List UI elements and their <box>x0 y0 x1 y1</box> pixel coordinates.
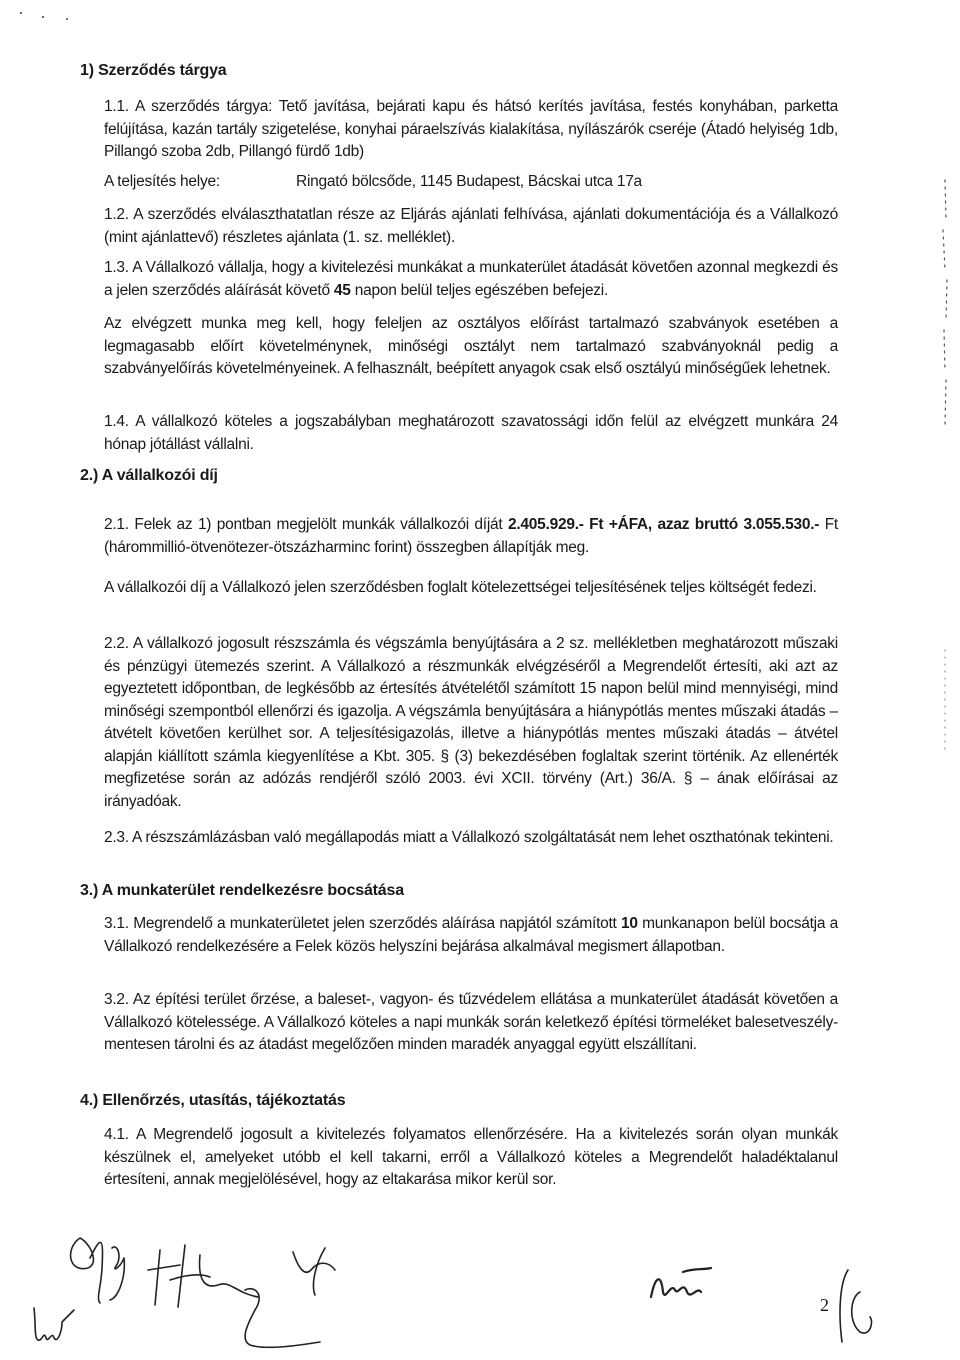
paragraph-2-1-text-c: Ft (hárommillió-ötvenötezer-ötszázharminc forint) összegben állapítják meg. <box>104 516 838 556</box>
scan-speck <box>42 16 44 18</box>
handover-days: 10 <box>621 915 638 932</box>
paragraph-4-1: 4.1. A Megrendelő jogosult a kivitelezés folyamatos ellenőrzésére. Ha a kivitelezés során olyan munkák készülnek el, amelyeket utóbb el kell takarni, erről a Vállalkozó köteles a Megrendelőt haladéktalanul értesíteni, annak megjelölésével, hogy az eltakarása mikor kerül sor. <box>104 1126 838 1188</box>
performance-place-row <box>104 173 642 191</box>
section-4-title: 4.) Ellenőrzés, utasítás, tájékoztatás <box>80 1092 346 1109</box>
handwritten-signature <box>225 1280 325 1360</box>
handwritten-initials <box>830 1262 890 1352</box>
handwritten-initials-signature <box>60 1228 150 1308</box>
performance-place-value: Ringató bölcsőde, 1145 Budapest, Bácskai utca 17a <box>296 173 642 190</box>
paragraph-1-3-text-a: 1.3. A Vállalkozó vállalja, hogy a kivitelezési munkákat a munkaterület átadását követően azonnal megkezdi és a jelen szerződés aláírását követő <box>104 259 838 299</box>
scan-edge-marks <box>935 180 955 430</box>
paragraph-3-1-text-c: munkanapon belül bocsátja a Vállalkozó rendelkezésére a Felek közös helyszíni bejárása alkalmával megismert állapotban. <box>104 915 838 955</box>
handwritten-initials <box>28 1300 88 1350</box>
paragraph-2-1-text-a: 2.1. Felek az 1) pontban megjelölt munkák vállalkozói díját <box>104 516 508 533</box>
paragraph-1-3-text-c: napon belül teljes egészében befejezi. <box>350 281 609 299</box>
paragraph-3-2: 3.2. Az építési terület őrzése, a baleset-, vagyon- és tűzvédelem ellátása a munkaterület átadását követően a Vállalkozó kötelessége. A Vállalkozó köteles a napi munkák során keletkező építési törmeléket balesetveszély-mentesen tárolni és az átadást megelőzően minden maradék anyaggal együtt elszállítani. <box>104 991 838 1053</box>
paragraph-1-2: 1.2. A szerződés elválaszthatatlan része az Eljárás ajánlati felhívása, ajánlati dokumentációja és a Vállalkozó (mint ajánlattevő) részletes ajánlata (1. sz. melléklet). <box>104 206 838 246</box>
paragraph-2-1-cost: A vállalkozói díj a Vállalkozó jelen szerződésben foglalt kötelezettségei teljesítésének teljes költségét fedezi. <box>104 579 817 596</box>
paragraph-1-1: 1.1. A szerződés tárgya: Tető javítása, bejárati kapu és hátsó kerítés javítása, festés konyhában, parketta felújítása, kazán tartály szigetelése, konyhai páraelszívás kialakítása, nyílászárók cseréje (Átadó helyiség 1db, Pillangó szoba 2db, Pillangó fürdő 1db) <box>104 98 838 160</box>
deadline-days: 45 <box>333 281 351 299</box>
section-3-title: 3.) A munkaterület rendelkezésre bocsátása <box>80 882 404 899</box>
contract-fee-amount: 2.405.929.- Ft +ÁFA, azaz bruttó 3.055.530.- <box>507 516 820 533</box>
paragraph-2-1 <box>104 514 838 559</box>
paragraph-3-1 <box>104 913 838 958</box>
scan-speck <box>20 12 22 14</box>
paragraph-1-3 <box>104 257 838 302</box>
paragraph-3-1-text-a: 3.1. Megrendelő a munkaterületet jelen szerződés aláírása napjától számított <box>104 915 621 932</box>
section-2-title: 2.) A vállalkozói díj <box>80 467 218 484</box>
section-1-title: 1) Szerződés tárgya <box>80 62 227 79</box>
paragraph-1-4: 1.4. A vállalkozó köteles a jogszabályban meghatározott szavatossági időn felül az elvégzett munkára 24 hónap jótállást vállalni. <box>104 413 838 453</box>
paragraph-2-2: 2.2. A vállalkozó jogosult részszámla és végszámla benyújtására a 2 sz. mellékletben meghatározott műszaki és pénzügyi ütemezés szerint. A Vállalkozó a részmunkák elvégzéséről a Megrendelőt értesíti, aki azt az egyeztetett időpontban, de legkésőbb az értesítés átvételétől számított 15 napon belül mind mennyiségi, mind minőségi szempontból ellenőrzi és igazolja. A végszámla benyújtására a hiánypótlás mentes műszaki átadás – átvételt követően kerülhet sor. A teljesítésigazolás, illetve a hiánypótlás mentes műszaki átadás – átvétel alapján kiállított számla kiegyenlítése a Kbt. 305. § (3) bekezdésében foglaltak szerint történik. Az ellenérték megfizetése során az adózás rendjéről szóló 2003. évi XCII. törvény (Art.) 36/A. § – ának előírásai az irányadóak. <box>104 635 838 810</box>
handwritten-signature <box>645 1262 725 1312</box>
paragraph-1-3-quality: Az elvégzett munka meg kell, hogy feleljen az osztályos előírást tartalmazó szabványok esetében a legmagasabb előírt követelménynek, minőségi osztályt nem tartalmazó szabványoknál pedig a szabványelőírás követelményeinek. A felhasznált, beépített anyagok csak első osztályú minőségűek lehetnek. <box>104 315 838 377</box>
scan-edge-marks <box>935 650 955 760</box>
page-number: 2 <box>820 1295 829 1315</box>
scan-speck <box>66 18 68 20</box>
performance-place-label: A teljesítés helye: <box>104 173 220 190</box>
paragraph-2-3: 2.3. A részszámlázásban való megállapodás miatt a Vállalkozó szolgáltatását nem lehet oszthatónak tekinteni. <box>104 829 834 846</box>
